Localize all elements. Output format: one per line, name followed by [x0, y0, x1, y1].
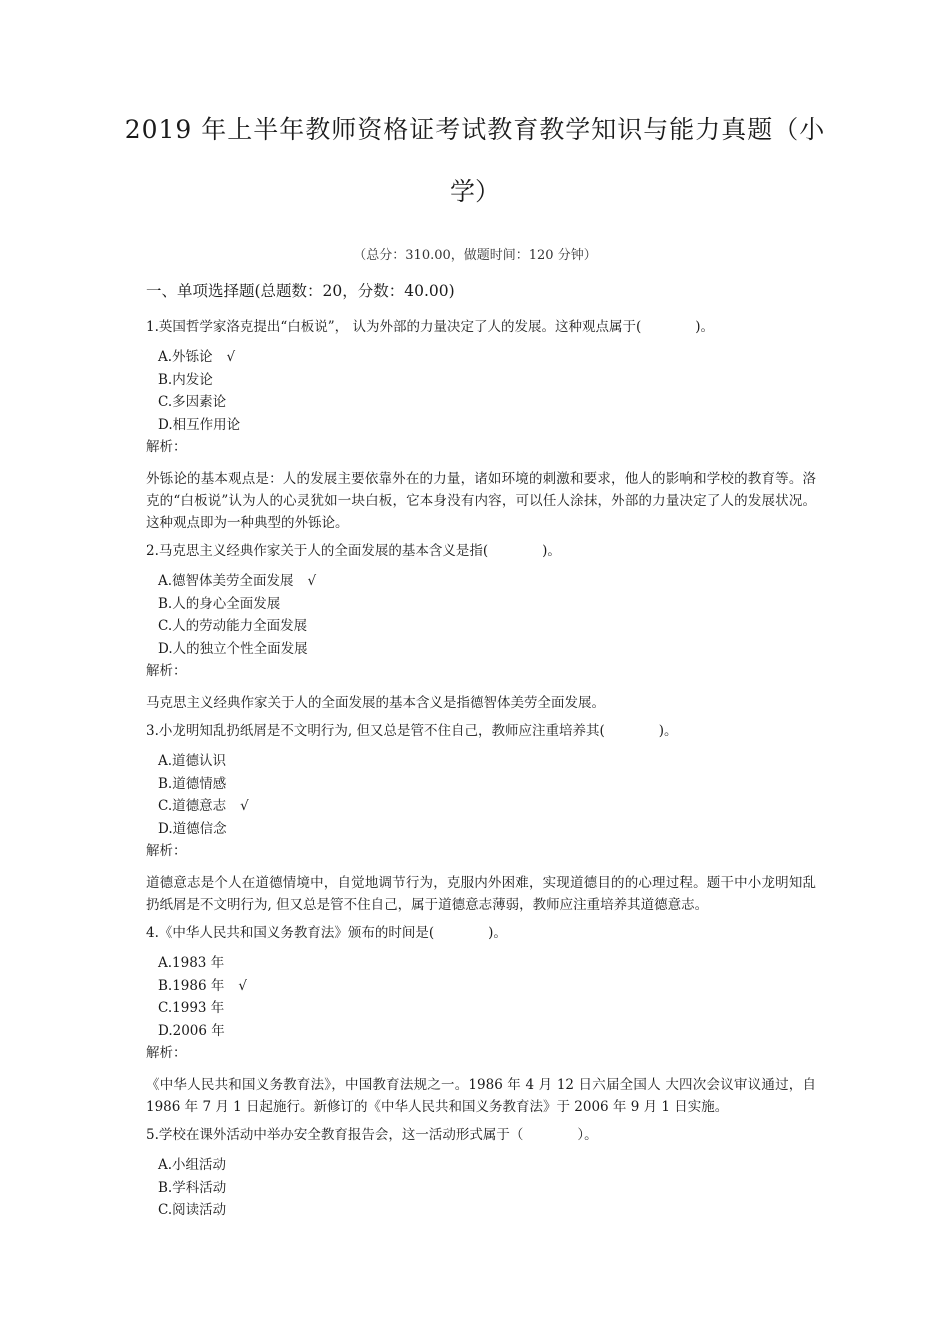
option-label: B.道德情感 — [158, 775, 227, 792]
option-label: C.道德意志 — [158, 798, 227, 814]
option-list — [158, 750, 816, 840]
option-label: C.人的劳动能力全面发展 — [158, 618, 308, 634]
answer-option — [158, 414, 816, 437]
option-label: D.人的独立个性全面发展 — [158, 640, 308, 657]
document-title: 2019 年上半年教师资格证考试教育教学知识与能力真题（小 — [124, 115, 826, 144]
question-block — [146, 922, 816, 1118]
explanation-text: 外铄论的基本观点是：人的发展主要依靠外在的力量，诸如环境的刺激和要求，他人的影响和学校的教育等。洛克的“白板说”认为人的心灵犹如一块白板，它本身没有内容，可以任人涂抹，外部的力量决定了人的发展状况。这种观点即为一种典型的外铄论。 — [146, 471, 816, 531]
question-block — [146, 316, 816, 534]
correct-check-icon: √ — [307, 573, 317, 589]
exam-meta: （总分：310.00，做题时间：120 分钟） — [353, 248, 597, 263]
correct-check-icon: √ — [226, 349, 236, 365]
question-text: 3.小龙明知乱扔纸屑是不文明行为, 但又总是管不住自己，教师应注重培养其( )。 — [146, 723, 678, 739]
option-label: D.2006 年 — [158, 1022, 225, 1039]
section-heading: 一、单项选择题(总题数：20，分数：40.00) — [146, 282, 455, 300]
option-list — [158, 1154, 816, 1222]
answer-option — [158, 952, 816, 975]
answer-option — [158, 391, 816, 414]
option-label: C.1993 年 — [158, 1000, 225, 1016]
question-text: 1.英国哲学家洛克提出“白板说”， 认为外部的力量决定了人的发展。这种观点属于( )。 — [146, 319, 715, 335]
answer-option — [158, 975, 816, 998]
answer-option — [158, 1020, 816, 1043]
explanation-text: 《中华人民共和国义务教育法》，中国教育法规之一。1986 年 4 月 12 日六届全国人 大四次会议审议通过，自 1986 年 7 月 1 日起施行。新修订的《中华人民共和国义务教育法》于 2006 年 9 月 1 日实施。 — [146, 1077, 816, 1115]
answer-option — [158, 638, 816, 661]
answer-option — [158, 997, 816, 1020]
option-label: D.相互作用论 — [158, 416, 241, 433]
option-label: A.德智体美劳全面发展 — [158, 573, 294, 589]
question-list — [146, 316, 816, 1222]
explanation-text: 马克思主义经典作家关于人的全面发展的基本含义是指德智体美劳全面发展。 — [146, 695, 605, 711]
answer-option — [158, 1154, 816, 1177]
option-label: A.外铄论 — [158, 349, 213, 365]
answer-option — [158, 593, 816, 616]
answer-option — [158, 615, 816, 638]
document-title-continuation: 学） — [449, 177, 500, 206]
question-text: 4.《中华人民共和国义务教育法》颁布的时间是( )。 — [146, 925, 507, 941]
option-label: A.1983 年 — [158, 955, 225, 971]
correct-check-icon: √ — [240, 798, 249, 814]
option-label: B.学科活动 — [158, 1179, 227, 1196]
option-label: C.阅读活动 — [158, 1202, 227, 1218]
answer-option — [158, 773, 816, 796]
answer-option — [158, 369, 816, 392]
question-block — [146, 540, 816, 714]
answer-option — [158, 346, 816, 369]
explanation-text: 道德意志是个人在道德情境中，自觉地调节行为，克服内外困难，实现道德目的的心理过程。题干中小龙明知乱扔纸屑是不文明行为, 但又总是管不住自己，属于道德意志薄弱，教师应注重培养其道德意志。 — [146, 875, 816, 913]
option-label: A.道德认识 — [158, 753, 227, 769]
question-block — [146, 1124, 816, 1222]
question-block — [146, 720, 816, 916]
answer-option — [158, 750, 816, 773]
answer-option — [158, 570, 816, 593]
option-label: A.小组活动 — [158, 1157, 227, 1173]
option-label: B.1986 年 — [158, 977, 225, 994]
explanation-label: 解析： — [146, 843, 187, 859]
option-label: B.内发论 — [158, 371, 213, 388]
answer-option — [158, 1177, 816, 1200]
question-text: 5.学校在课外活动中举办安全教育报告会，这一活动形式属于（ ）。 — [146, 1127, 598, 1143]
option-list — [158, 346, 816, 436]
explanation-label: 解析： — [146, 439, 187, 455]
answer-option — [158, 795, 816, 818]
answer-option — [158, 818, 816, 841]
option-label: C.多因素论 — [158, 394, 227, 410]
option-list — [158, 952, 816, 1042]
option-label: B.人的身心全面发展 — [158, 595, 281, 612]
option-list — [158, 570, 816, 660]
explanation-label: 解析： — [146, 663, 187, 679]
question-text: 2.马克思主义经典作家关于人的全面发展的基本含义是指( )。 — [146, 543, 561, 559]
correct-check-icon: √ — [238, 977, 247, 994]
answer-option — [158, 1199, 816, 1222]
explanation-label: 解析： — [146, 1045, 187, 1061]
option-label: D.道德信念 — [158, 820, 227, 837]
